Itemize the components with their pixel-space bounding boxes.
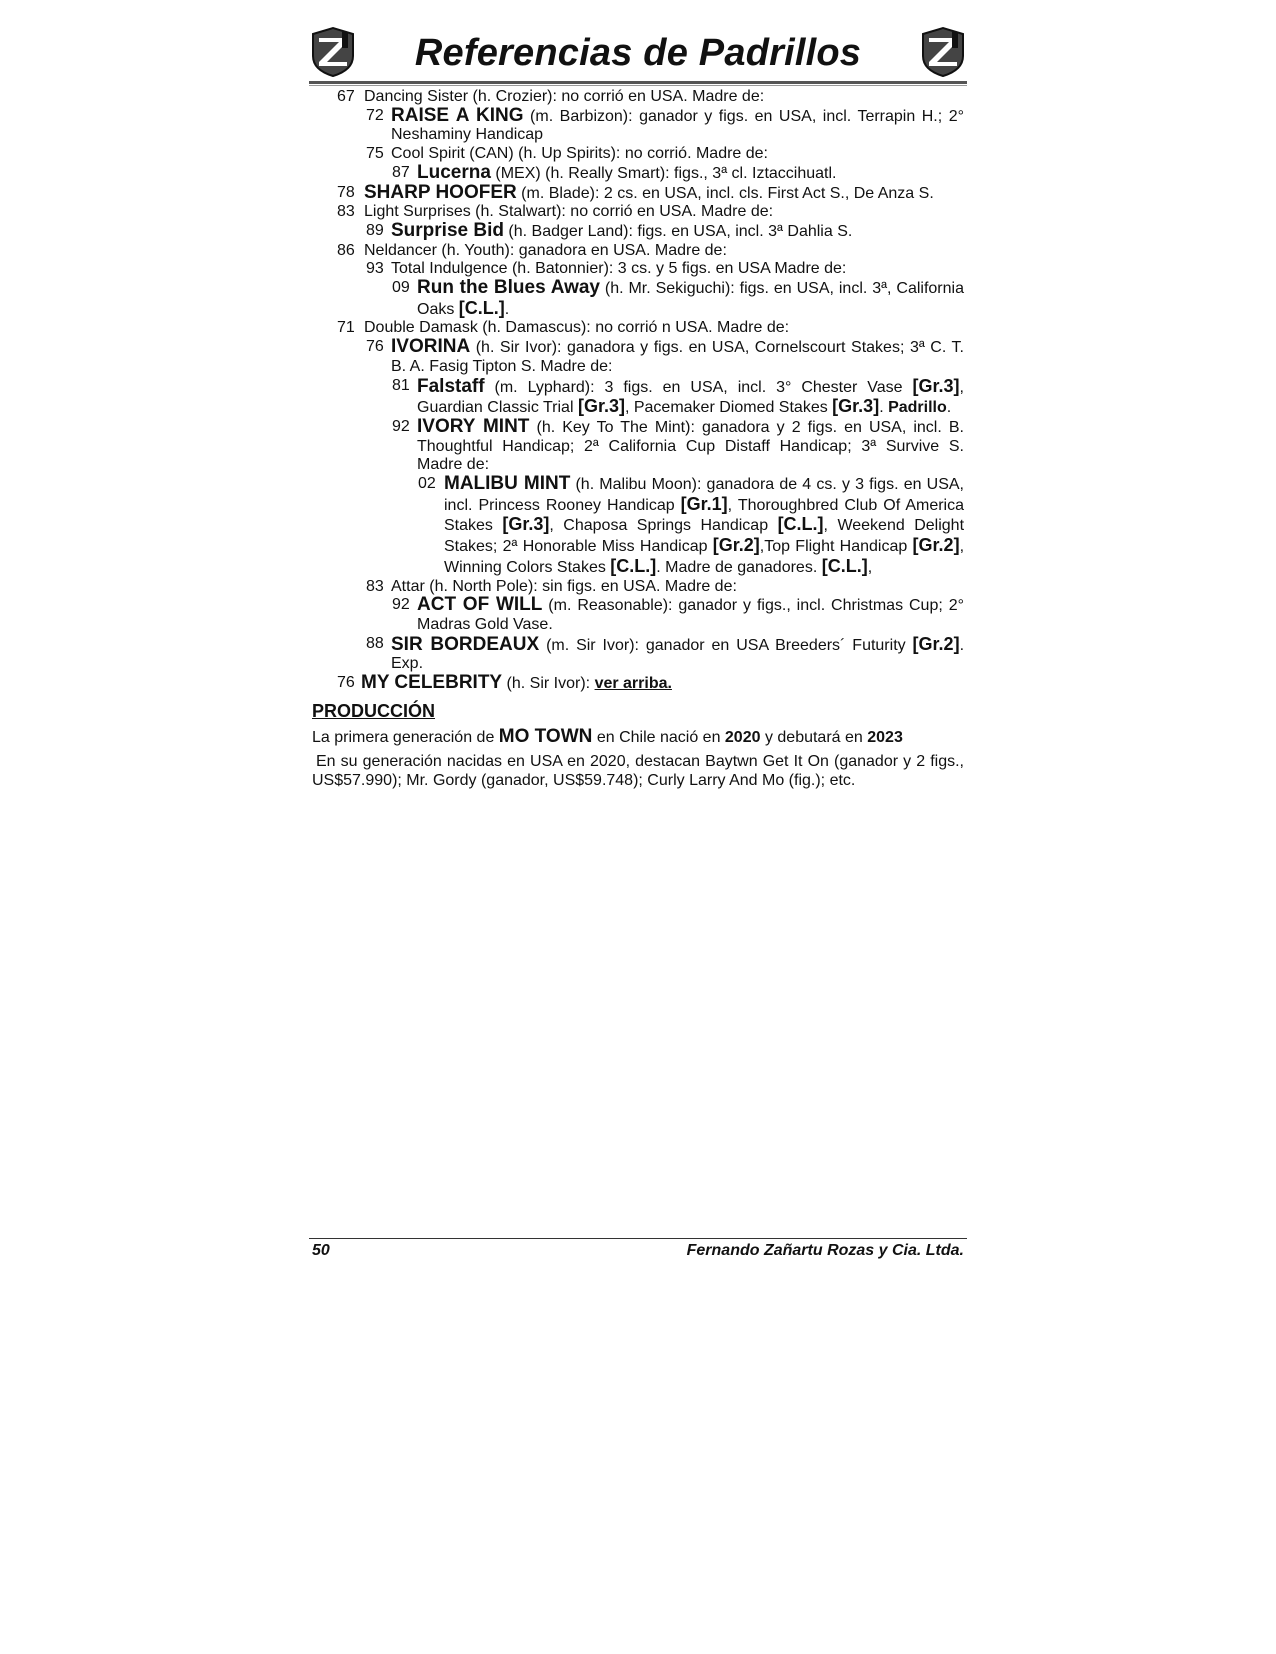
grade-badge: [C.L.] — [458, 297, 505, 318]
horse-name: SHARP HOOFER — [364, 181, 517, 203]
header-rule-thin — [309, 85, 967, 86]
section-heading-produccion: PRODUCCIÓN — [312, 700, 436, 721]
produccion-paragraph-2: En su generación nacidas en USA en 2020, destacan Baytwn Get It On (ganador y 2 figs., US$57.990); Mr. Gordy (ganador, US$59.748); Curly Larry And Mo (fig.); etc. — [312, 753, 964, 789]
horse-name: RAISE A KING — [391, 104, 524, 126]
list-item: 89 Surprise Bid (h. Badger Land): figs. en USA, incl. 3ª Dahlia S. — [366, 219, 853, 241]
horse-name: Lucerna — [417, 161, 491, 183]
grade-badge: [Gr.3] — [577, 396, 625, 417]
page-title: Referencias de Padrillos — [414, 32, 862, 74]
horse-name: Falstaff — [417, 375, 485, 397]
grade-badge: [C.L.] — [610, 555, 657, 576]
list-item: 83 Attar (h. North Pole): sin figs. en USA. Madre de: — [366, 577, 737, 595]
grade-badge: [Gr.3] — [832, 396, 880, 417]
horse-name: MO TOWN — [498, 725, 593, 747]
footer-rule — [309, 1238, 967, 1239]
grade-badge: [Gr.1] — [680, 493, 728, 514]
grade-badge: [C.L.] — [777, 514, 824, 535]
padrillo-label: Padrillo — [888, 399, 947, 417]
horse-name: IVORINA — [391, 336, 471, 358]
grade-badge: [Gr.2] — [912, 535, 960, 556]
list-item: 93 Total Indulgence (h. Batonnier): 3 cs. y 5 figs. en USA Madre de: — [366, 260, 847, 278]
grade-badge: [Gr.2] — [712, 535, 760, 556]
list-item: 78 SHARP HOOFER (m. Blade): 2 cs. en USA, incl. cls. First Act S., De Anza S. — [337, 181, 934, 203]
list-item: 76 MY CELEBRITY (h. Sir Ivor): ver arriba. — [337, 672, 672, 694]
grade-badge: [Gr.2] — [912, 633, 960, 654]
horse-name: MY CELEBRITY — [361, 672, 503, 694]
ver-arriba-link[interactable]: ver arriba. — [594, 675, 672, 693]
list-item: 67 Dancing Sister (h. Crozier): no corrió en USA. Madre de: — [337, 88, 765, 105]
pedigree-list — [312, 88, 964, 797]
grade-badge: [Gr.3] — [502, 514, 550, 535]
list-item: 76 IVORINA (h. Sir Ivor): ganadora y figs. en USA, Cornelscourt Stakes; 3ª C. T. B. A. Fasig Tipton S. Madre de: — [366, 336, 964, 375]
horse-name: Surprise Bid — [391, 219, 504, 241]
list-item: 83 Light Surprises (h. Stalwart): no corrió en USA. Madre de: — [337, 203, 774, 221]
list-item: 75 Cool Spirit (CAN) (h. Up Spirits): no corrió. Madre de: — [366, 145, 768, 163]
fzr-logo-icon — [919, 26, 967, 78]
list-item: 87 Lucerna (MEX) (h. Really Smart): figs., 3ª cl. Iztaccihuatl. — [392, 161, 837, 183]
list-item: 86 Neldancer (h. Youth): ganadora en USA. Madre de: — [337, 241, 727, 259]
list-item: 71 Double Damask (h. Damascus): no corrió n USA. Madre de: — [337, 319, 790, 337]
horse-name: Run the Blues Away — [417, 277, 600, 299]
header-rule — [309, 81, 967, 84]
page-header — [309, 22, 967, 84]
list-item: 81 Falstaff (m. Lyphard): 3 figs. en USA, incl. 3° Chester Vase [Gr.3], Guardian Classic Trial [Gr.3], Pacemaker Diomed Stakes [Gr.3]. Padrillo. — [392, 375, 964, 417]
list-item: 88 SIR BORDEAUX (m. Sir Ivor): ganador en USA Breeders´ Futurity [Gr.2]. Exp. — [366, 633, 965, 673]
list-item: 92 ACT OF WILL (m. Reasonable): ganador y figs., incl. Christmas Cup; 2° Madras Gold Vase. — [392, 594, 965, 633]
list-item: 72 RAISE A KING (m. Barbizon): ganador y figs. en USA, incl. Terrapin H.; 2° Neshaminy Handicap — [366, 104, 964, 144]
horse-name: IVORY MINT — [417, 415, 530, 437]
horse-name: SIR BORDEAUX — [391, 633, 540, 655]
publisher: Fernando Zañartu Rozas y Cia. Ltda. — [686, 1242, 964, 1259]
list-item: 92 IVORY MINT (h. Key To The Mint): ganadora y 2 figs. en USA, incl. B. Thoughtful Handicap; 2ª California Cup Distaff Handicap; 3ª Survive S. Madre de: — [392, 415, 964, 474]
horse-name: MALIBU MINT — [444, 473, 571, 495]
produccion-paragraph-1: La primera generación de MO TOWN en Chile nació en 2020 y debutará en 2023 — [312, 725, 903, 747]
list-item: 09 Run the Blues Away (h. Mr. Sekiguchi): figs. en USA, incl. 3ª, California Oaks [C.L.]. — [392, 277, 964, 318]
page-number: 50 — [312, 1242, 330, 1259]
grade-badge: [Gr.3] — [912, 375, 960, 396]
grade-badge: [C.L.] — [821, 555, 868, 576]
horse-name: ACT OF WILL — [417, 594, 543, 616]
list-item: 02 MALIBU MINT (h. Malibu Moon): ganadora de 4 cs. y 3 figs. en USA, incl. Princess Rooney Handicap [Gr.1], Thoroughbred Club Of America Stakes [Gr.3], Chaposa Springs Handicap [C.L.], Weekend Delight Stakes; 2ª Honorable Miss Handicap [Gr.2],Top Flight Handicap [Gr.2], Winning Colors Stakes [C.L.]. Madre de ganadores. [C.L.], — [418, 473, 965, 576]
